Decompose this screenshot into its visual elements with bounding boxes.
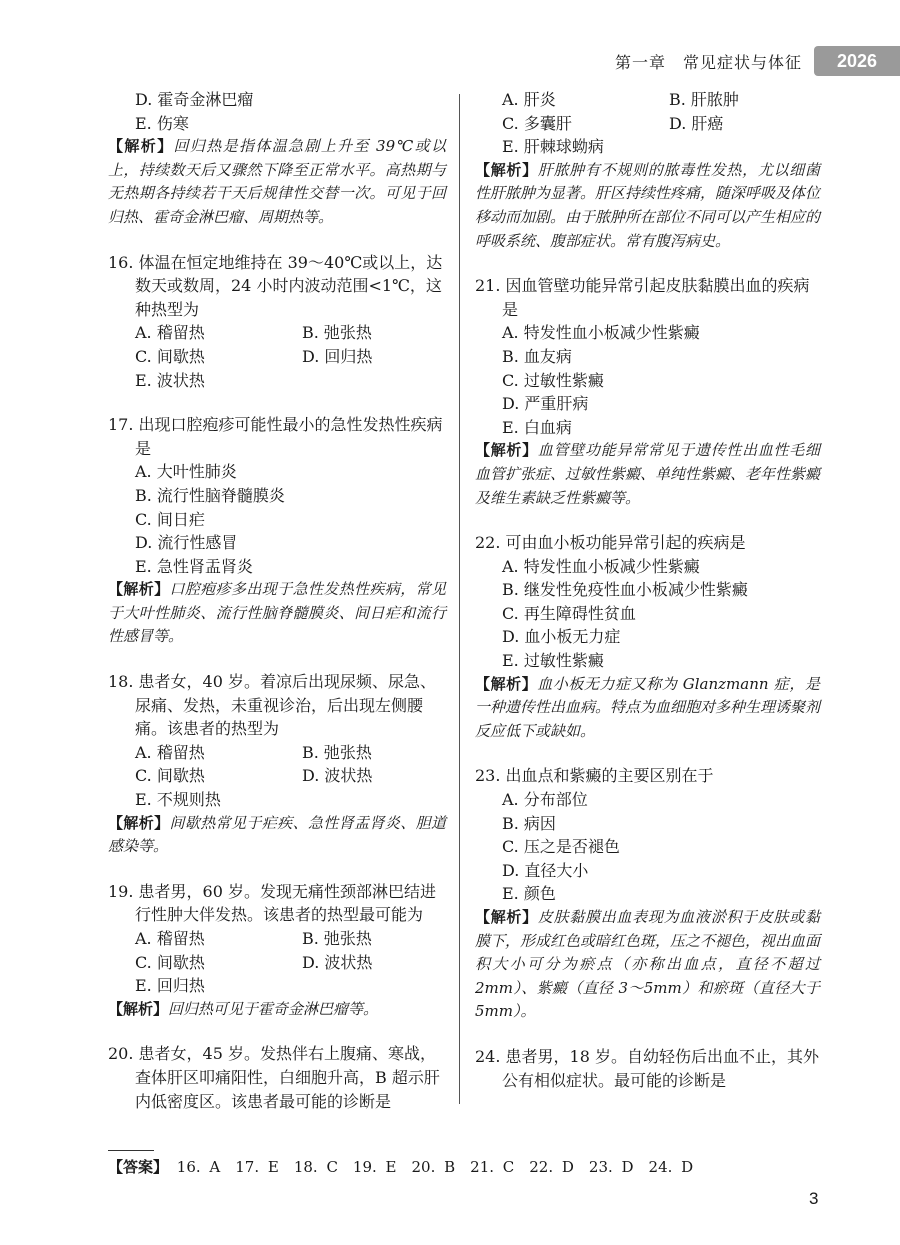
option-d: D. 直径大小 — [502, 860, 589, 880]
explanation-text: 肝脓肿有不规则的脓毒性发热，尤以细菌性肝脓肿为显著。肝区持续性疼痛，随深呼吸及体位移动而加剧。由于脓肿所在部位不同可以产生相应的呼吸系统、腹部症状。常有腹泻病史。 — [475, 160, 821, 250]
question-stem: 18. 患者女，40 岁。着凉后出现尿频、尿急、尿痛、发热，未重视诊治，后出现左侧腰痛。该患者的热型为 — [108, 672, 436, 739]
question-stem: 21. 因血管壁功能异常引起皮肤黏膜出血的疾病是 — [475, 276, 810, 319]
explanation-label: 【解析】 — [108, 813, 170, 832]
option-b: B. 流行性脑脊髓膜炎 — [135, 485, 285, 505]
option-b: B. 弛张热 — [302, 742, 372, 762]
explanation — [475, 159, 820, 253]
option-c: C. 间歇热 — [135, 346, 205, 366]
option-d: D. 肝癌 — [669, 113, 724, 133]
question-stem: 19. 患者男，60 岁。发现无痛性颈部淋巴结进行性肿大伴发热。该患者的热型最可能为 — [108, 881, 436, 925]
page-number: 3 — [809, 1189, 819, 1208]
option-d: D. 严重肝病 — [502, 394, 589, 414]
explanation-text: 回归热可见于霍奇金淋巴瘤等。 — [168, 999, 379, 1018]
option-b: B. 弛张热 — [302, 929, 372, 948]
question-stem: 20. 患者女，45 岁。发热伴右上腹痛、寒战，查体肝区叩痛阳性，白细胞升高，B 超示肝内低密度区。该患者最可能的诊断是 — [108, 1044, 440, 1111]
explanation-text: 血管壁功能异常常见于遗传性出血性毛细血管扩张症、过敏性紫癜、单纯性紫癜、老年性紫癜及维生素缺乏性紫癜等。 — [475, 441, 821, 507]
explanation — [108, 135, 446, 229]
option-e: E. 肝棘球蚴病 — [502, 137, 604, 157]
option-row — [108, 927, 446, 951]
left-column — [108, 88, 446, 1134]
question-20 — [108, 1042, 446, 1113]
running-header — [560, 46, 900, 76]
option-b: B. 血友病 — [502, 346, 572, 366]
option-e: E. 过敏性紫癜 — [502, 651, 604, 671]
explanation-label: 【解析】 — [475, 441, 538, 460]
option-a: A. 特发性血小板减少性紫癜 — [502, 556, 700, 576]
explanation — [475, 673, 820, 744]
explanation — [108, 998, 446, 1022]
option-a: A. 分布部位 — [502, 790, 588, 810]
answer-key-text: 16. A 17. E 18. C 19. E 20. B 21. C 22. D 23. D 24. D — [176, 1158, 694, 1176]
option-a: A. 稽留热 — [135, 323, 205, 343]
option-c: C. 再生障碍性贫血 — [502, 603, 636, 623]
question-stem: 24. 患者男，18 岁。自幼轻伤后出血不止，其外公有相似症状。最可能的诊断是 — [475, 1046, 819, 1090]
option-e: E. 白血病 — [502, 417, 572, 437]
question-stem: 23. 出血点和紫癜的主要区别在于 — [475, 766, 714, 786]
option-c: C. 间歇热 — [135, 952, 205, 972]
question-18 — [108, 670, 446, 859]
option-e: E. 急性肾盂肾炎 — [135, 556, 253, 576]
explanation — [108, 812, 446, 859]
footnote-rule — [108, 1150, 154, 1151]
option-row — [108, 764, 446, 788]
question-15-continued — [108, 88, 446, 230]
option-a: A. 肝炎 — [502, 90, 556, 109]
option-e: E. 伤寒 — [135, 113, 189, 133]
chapter-title: 第一章 常见症状与体征 — [614, 53, 802, 72]
option-row — [108, 951, 446, 975]
question-stem: 22. 可由血小板功能异常引起的疾病是 — [475, 533, 746, 553]
option-a: A. 稽留热 — [135, 929, 205, 948]
question-21 — [475, 274, 820, 510]
option-row — [108, 345, 446, 369]
option-a: A. 特发性血小板减少性紫癜 — [502, 323, 700, 343]
question-24 — [475, 1045, 820, 1092]
question-16 — [108, 251, 446, 393]
explanation — [475, 439, 820, 510]
answer-key-label: 【答案】 — [108, 1158, 169, 1176]
option-a: A. 稽留热 — [135, 742, 205, 762]
option-d: D. 波状热 — [302, 952, 373, 972]
answer-key — [108, 1156, 693, 1177]
option-d: D. 回归热 — [302, 346, 373, 366]
explanation-text: 间歇热常见于疟疾、急性肾盂肾炎、胆道感染等。 — [108, 813, 446, 856]
option-e: E. 不规则热 — [135, 790, 221, 810]
explanation-label: 【解析】 — [475, 908, 538, 926]
year-badge: 2026 — [814, 46, 900, 76]
explanation-text: 血小板无力症又称为 Glanzmann 症，是一种遗传性出血病。特点为血细胞对多种生理诱聚剂反应低下或缺如。 — [475, 674, 821, 740]
option-e: E. 颜色 — [502, 884, 556, 904]
question-stem: 17. 出现口腔疱疹可能性最小的急性发热性疾病是 — [108, 415, 443, 458]
option-c: C. 多囊肝 — [502, 113, 572, 133]
option-c: C. 压之是否褪色 — [502, 837, 620, 857]
question-stem: 16. 体温在恒定地维持在 39～40℃或以上，达数天或数周，24 小时内波动范围<1℃，这种热型为 — [108, 252, 443, 319]
explanation-text: 口腔疱疹多出现于急性发热性疾病，常见于大叶性肺炎、流行性脑脊髓膜炎、间日疟和流行性感冒等。 — [108, 580, 446, 646]
option-e: E. 回归热 — [135, 976, 205, 996]
explanation-label: 【解析】 — [108, 137, 174, 156]
explanation-label: 【解析】 — [475, 160, 538, 179]
option-row — [108, 321, 446, 345]
question-17 — [108, 413, 446, 649]
question-22 — [475, 531, 820, 743]
right-column — [475, 88, 820, 1113]
option-b: B. 病因 — [502, 813, 556, 833]
option-c: C. 间歇热 — [135, 766, 205, 786]
option-d: D. 流行性感冒 — [135, 533, 238, 553]
explanation-text: 回归热是指体温急剧上升至 39℃或以上，持续数天后又骤然下降至正常水平。高热期与无热期各持续若干天后规律性交替一次。可见于回归热、霍奇金淋巴瘤、周期热等。 — [108, 137, 446, 226]
option-d: D. 血小板无力症 — [502, 627, 621, 647]
question-23 — [475, 764, 820, 1024]
option-b: B. 弛张热 — [302, 323, 372, 343]
option-b: B. 肝脓肿 — [669, 90, 739, 109]
explanation-label: 【解析】 — [108, 580, 170, 599]
explanation-label: 【解析】 — [475, 674, 538, 693]
option-d: D. 霍奇金淋巴瘤 — [135, 90, 254, 109]
explanation-label: 【解析】 — [108, 999, 169, 1018]
option-c: C. 过敏性紫癜 — [502, 370, 604, 390]
option-c: C. 间日疟 — [135, 509, 205, 529]
explanation-text: 皮肤黏膜出血表现为血液淤积于皮肤或黏膜下，形成红色或暗红色斑，压之不褪色，视出血面积大小可分为瘀点（亦称出血点，直径不超过 2mm）、紫癜（直径 3～5mm）和瘀斑（直径大于 5mm）。 — [475, 908, 821, 1021]
explanation — [475, 906, 820, 1024]
explanation — [108, 578, 446, 649]
question-20-continued — [475, 88, 820, 253]
option-e: E. 波状热 — [135, 370, 205, 390]
option-row — [475, 112, 820, 136]
option-a: A. 大叶性肺炎 — [135, 462, 237, 482]
option-d: D. 波状热 — [302, 766, 373, 786]
option-row — [108, 741, 446, 765]
option-row — [475, 88, 820, 112]
option-b: B. 继发性免疫性血小板减少性紫癜 — [502, 580, 748, 600]
question-19 — [108, 880, 446, 1022]
